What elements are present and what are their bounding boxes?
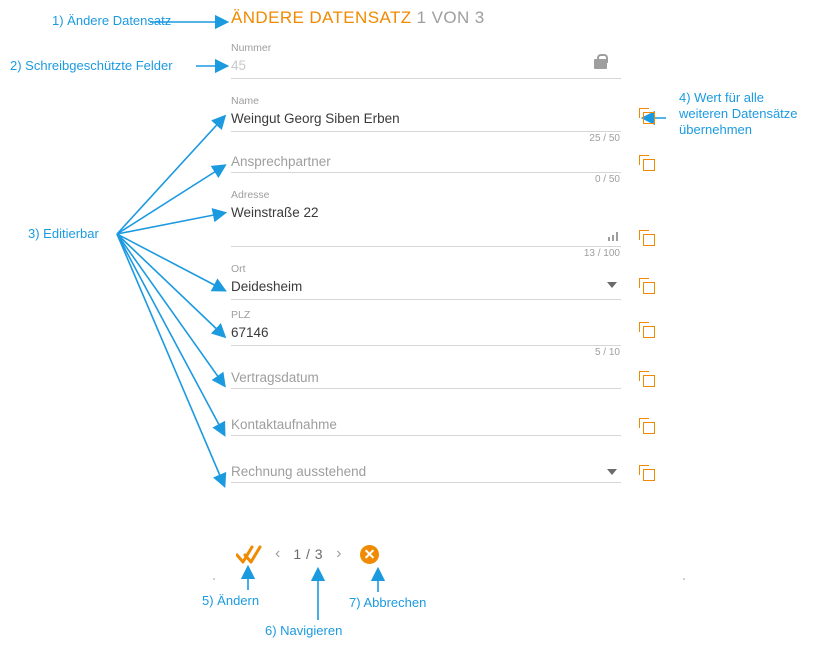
annotation-4: 4) Wert für alle weiteren Datensätze übernehmen — [679, 90, 798, 137]
field-name — [231, 95, 621, 146]
resize-handle-icon[interactable] — [608, 232, 618, 241]
annotation-3: 3) Editierbar — [28, 226, 99, 241]
field-kontaktaufnahme — [231, 409, 621, 454]
copy-to-all-icon[interactable] — [639, 465, 654, 480]
next-record-button[interactable]: › — [336, 545, 342, 562]
page-title — [231, 8, 621, 28]
decorative-dot — [683, 578, 685, 580]
decorative-dot — [213, 578, 215, 580]
field-adresse — [231, 189, 621, 261]
field-label: Nummer — [231, 42, 272, 54]
copy-to-all-icon[interactable] — [639, 155, 654, 170]
annotation-6: 6) Navigieren — [265, 623, 343, 638]
chevron-down-icon[interactable] — [607, 469, 617, 475]
annotation-5: 5) Ändern — [202, 593, 260, 608]
field-label: Ort — [231, 263, 246, 275]
field-label[interactable]: Rechnung ausstehend — [231, 464, 367, 479]
field-label[interactable]: Vertragsdatum — [231, 370, 319, 385]
field-counter: 25 / 50 — [589, 133, 620, 144]
page-title-main: ÄNDERE DATENSATZ — [231, 8, 412, 27]
field-counter: 0 / 50 — [594, 174, 620, 185]
field-plz — [231, 309, 621, 360]
field-label[interactable]: Kontaktaufnahme — [231, 417, 337, 432]
page-title-count: 1 VON 3 — [416, 8, 485, 27]
copy-to-all-icon[interactable] — [639, 371, 654, 386]
chevron-down-icon[interactable] — [607, 282, 617, 288]
edit-record-form — [231, 8, 621, 503]
cancel-button[interactable] — [360, 545, 379, 564]
field-nummer — [231, 42, 621, 93]
field-rechnung-ausstehend — [231, 456, 621, 501]
field-ansprechpartner — [231, 148, 621, 187]
field-counter: 5 / 10 — [594, 347, 620, 358]
field-vertragsdatum — [231, 362, 621, 407]
field-value-nummer: 45 — [231, 58, 247, 73]
copy-to-all-icon[interactable] — [639, 322, 654, 337]
field-label: Name — [231, 95, 260, 107]
copy-to-all-icon[interactable] — [639, 278, 654, 293]
field-value-adresse[interactable]: Weinstraße 22 — [231, 205, 319, 220]
copy-to-all-icon[interactable] — [639, 108, 654, 123]
lock-icon — [594, 54, 607, 69]
field-value-ort[interactable]: Deidesheim — [231, 279, 303, 294]
record-toolbar — [236, 543, 379, 565]
field-ort — [231, 263, 621, 307]
field-label[interactable]: Ansprechpartner — [231, 154, 331, 169]
prev-record-button[interactable]: ‹ — [275, 545, 281, 562]
confirm-changes-icon[interactable] — [236, 543, 262, 565]
annotation-2: 2) Schreibgeschützte Felder — [10, 58, 173, 73]
annotation-7: 7) Abbrechen — [349, 595, 427, 610]
annotation-1: 1) Ändere Datensatz — [52, 13, 172, 28]
copy-to-all-icon[interactable] — [639, 230, 654, 245]
field-label: PLZ — [231, 309, 251, 321]
field-value-plz[interactable]: 67146 — [231, 325, 269, 340]
field-counter: 13 / 100 — [583, 248, 620, 259]
field-value-name[interactable]: Weingut Georg Siben Erben — [231, 111, 400, 126]
copy-to-all-icon[interactable] — [639, 418, 654, 433]
page-indicator: 1 / 3 — [293, 546, 324, 562]
field-label: Adresse — [231, 189, 270, 201]
